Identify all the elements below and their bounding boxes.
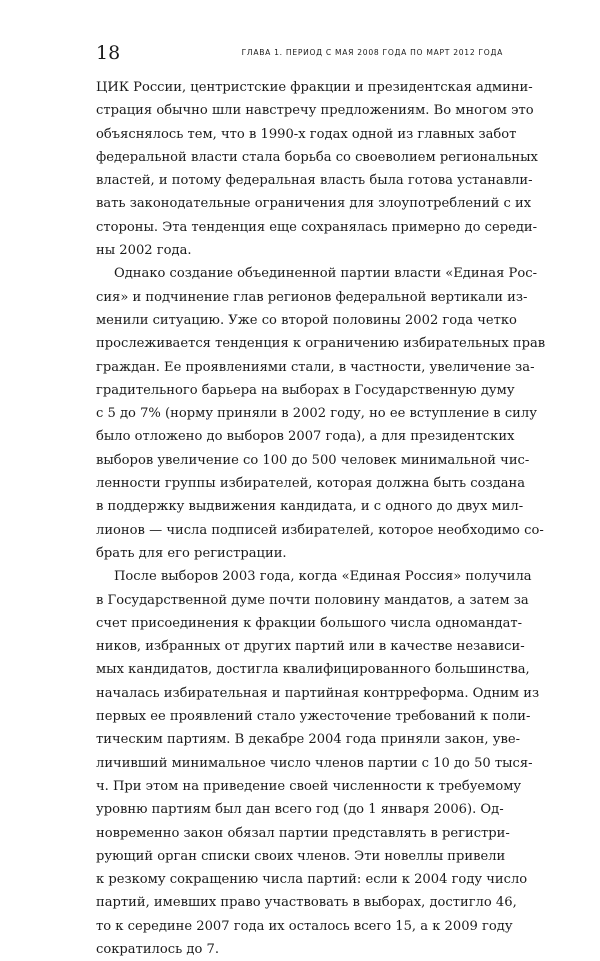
text-line: ленности группы избирателей, которая должна быть создана	[96, 476, 526, 492]
text-line: тическим партиям. В декабре 2004 года приняли закон, уве-	[96, 732, 520, 748]
text-line: граждан. Ее проявлениями стали, в частности, увеличение за-	[96, 359, 535, 375]
text-line: лионов — числа подписей избирателей, которое необходимо со-	[96, 522, 544, 538]
text-line: сократилось до 7.	[96, 941, 219, 957]
text-line: уровню партиям был дан всего год (до 1 января 2006). Од-	[96, 802, 504, 818]
text-line: ны 2002 года.	[96, 243, 192, 259]
text-line: брать для его регистрации.	[96, 545, 287, 561]
text-line: сия» и подчинение глав регионов федеральной вертикали из-	[96, 289, 528, 305]
body-text	[96, 76, 546, 961]
text-line: Однако создание объединенной партии власти «Единая Рос-	[114, 266, 537, 282]
text-line: выборов увеличение со 100 до 500 человек минимальной чис-	[96, 452, 530, 468]
text-line: первых ее проявлений стало ужесточение требований к поли-	[96, 709, 531, 725]
text-line: менили ситуацию. Уже со второй половины 2002 года четко	[96, 312, 517, 328]
page-number: 18	[96, 42, 121, 64]
text-line: к резкому сокращению числа партий: если к 2004 году число	[96, 872, 528, 888]
text-line: страция обычно шли навстречу предложениям. Во многом это	[96, 103, 534, 119]
text-line: федеральной власти стала борьба со своеволием региональных	[96, 149, 538, 165]
text-line: с 5 до 7% (норму приняли в 2002 году, но ее вступление в силу	[96, 406, 537, 422]
running-head: ГЛАВА 1. ПЕРИОД С МАЯ 2008 ГОДА ПО МАРТ 2012 ГОДА	[241, 48, 503, 57]
text-line: в поддержку выдвижения кандидата, и с одного до двух мил-	[96, 499, 524, 515]
text-line: ников, избранных от других партий или в качестве независи-	[96, 639, 525, 655]
text-line: партий, имевших право участвовать в выборах, достигло 46,	[96, 895, 517, 911]
text-line: После выборов 2003 года, когда «Единая Россия» получила	[114, 569, 532, 585]
text-line: началась избирательная и партийная контрреформа. Одним из	[96, 685, 540, 701]
text-line: новременно закон обязал партии представлять в регистри-	[96, 825, 510, 841]
text-line: властей, и потому федеральная власть была готова устанавли-	[96, 173, 533, 189]
text-line: мых кандидатов, достигла квалифицированного большинства,	[96, 662, 530, 678]
text-line: стороны. Эта тенденция еще сохранялась примерно до середи-	[96, 219, 538, 235]
text-line: было отложено до выборов 2007 года), а для президентских	[96, 429, 515, 445]
text-line: ЦИК России, центристские фракции и президентская админи-	[96, 80, 533, 95]
text-line: ч. При этом на приведение своей численности к требуемому	[96, 778, 522, 794]
text-line: в Государственной думе почти половину мандатов, а затем за	[96, 592, 529, 608]
text-line: объяснялось тем, что в 1990-х годах одной из главных забот	[96, 126, 517, 142]
text-line: рующий орган списки своих членов. Эти новеллы привели	[96, 848, 506, 864]
text-line: прослеживается тенденция к ограничению избирательных прав	[96, 336, 546, 352]
text-line: вать законодательные ограничения для злоупотреблений с их	[96, 196, 532, 212]
text-line: градительного барьера на выборах в Государственную думу	[96, 382, 515, 398]
text-line: то к середине 2007 года их осталось всего 15, а к 2009 году	[96, 918, 513, 934]
text-line: счет присоединения к фракции большого числа одномандат-	[96, 615, 523, 631]
text-line: личивший минимальное число членов партии с 10 до 50 тыся-	[96, 755, 533, 771]
